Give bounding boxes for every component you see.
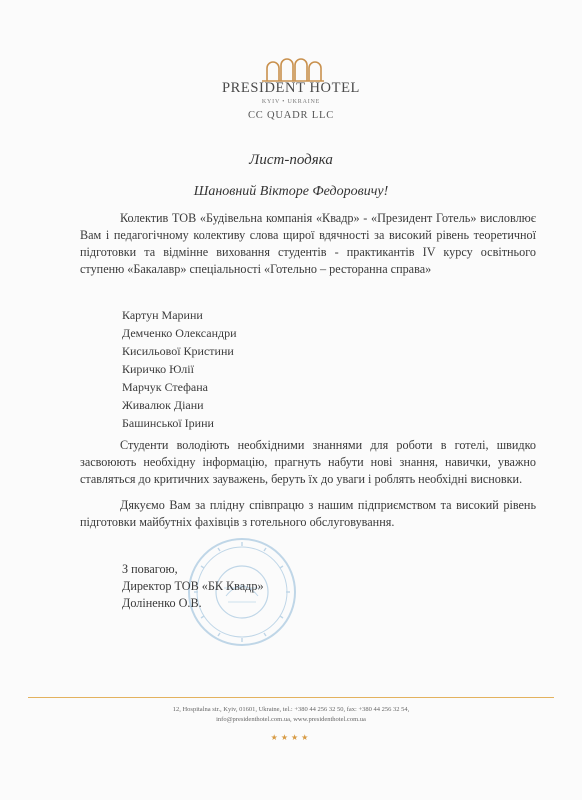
footer-divider: [28, 697, 554, 698]
list-item: Кисильової Кристини: [122, 344, 234, 358]
student-list: [122, 306, 237, 432]
paragraph-gratitude: Колектив ТОВ «Будівельна компанія «Квадр» - «Президент Готель» висловлює Вам і педагогічному колективу слова щирої вдячності за високий рівень теоретичної підготовки та відмінне виховання студентів - практикантів IV курсу освітнього ступеню «Бакалавр» спеціальності «Готельно – ресторанна справа»: [80, 211, 536, 276]
footer-contacts: info@presidenthotel.com.ua, www.presidenthotel.com.ua: [216, 716, 366, 723]
signer-position: Директор ТОВ «БК Квадр»: [122, 579, 264, 593]
list-item: Киричко Юлії: [122, 362, 194, 376]
company-name: CC QUADR LLC: [247, 110, 335, 121]
salutation: Шановний Вікторе Федоровичу!: [193, 184, 389, 199]
paragraph-thanks: Дякуємо Вам за плідну співпрацю з нашим підприємством та високий рівень підготовки майбутніх фахівців з готельного обслуговування.: [80, 498, 536, 529]
list-item: Демченко Олександри: [122, 326, 237, 340]
list-item: Живалюк Діани: [122, 398, 204, 412]
closing: З повагою,: [122, 562, 178, 576]
paragraph-student-skills: Студенти володіють необхідними знаннями для роботи в готелі, швидко засвоюють необхідну інформацію, прагнуть набути нові знання, навички, уважно ставляться до критичних зауважень, беруть їх до уваги і роблять необхідні висновки.: [80, 438, 536, 486]
footer-address: 12, Hospitalna str., Kyiv, 01601, Ukraine, tel.: +380 44 256 32 50, fax: +380 44 256 32 54,: [172, 706, 410, 713]
star-rating-icon: ★★★★: [270, 733, 312, 742]
letter-title: Лист-подяка: [249, 152, 333, 168]
hotel-city: KYIV • UKRAINE: [261, 99, 321, 105]
signature-block: [122, 561, 264, 612]
list-item: Башинської Ірини: [122, 416, 214, 430]
signer-name: Доліненко О.В.: [122, 596, 202, 610]
list-item: Марчук Стефана: [122, 380, 208, 394]
columns-arch-logo-icon: [258, 56, 328, 82]
hotel-name: PRESIDENT HOTEL: [221, 80, 361, 96]
list-item: Картун Марини: [122, 308, 203, 322]
